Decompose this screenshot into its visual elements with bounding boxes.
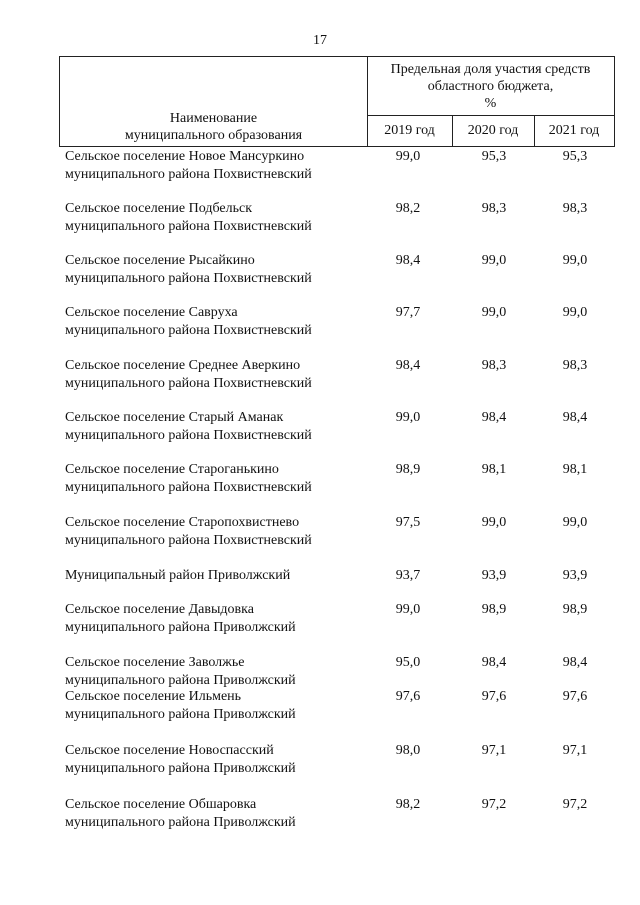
- value-2020: 93,9: [481, 568, 507, 583]
- budget-share-column-header: [367, 61, 614, 112]
- municipality-name: [65, 409, 365, 445]
- value-2019: 98,4: [395, 253, 421, 268]
- value-2021: 93,9: [562, 568, 588, 583]
- name-line: муниципального района Похвистневский: [65, 533, 312, 548]
- name-line: Сельское поселение Савруха: [65, 305, 238, 320]
- municipality-name: [65, 304, 365, 340]
- name-line: муниципального района Похвистневский: [65, 376, 312, 391]
- name-line: Сельское поселение Подбельск: [65, 201, 252, 216]
- header-line: Предельная доля участия средств: [390, 62, 591, 77]
- value-2021: 98,1: [562, 462, 588, 477]
- municipality-name: [65, 514, 365, 550]
- value-2019: 98,2: [395, 797, 421, 812]
- value-2019: 97,7: [395, 305, 421, 320]
- header-line: областного бюджета,: [427, 79, 554, 94]
- name-line: Сельское поселение Новоспасский: [65, 743, 274, 758]
- value-2019: 99,0: [395, 149, 421, 164]
- name-line: муниципального района Похвистневский: [65, 323, 312, 338]
- value-2021: 98,4: [562, 410, 588, 425]
- value-2020: 98,9: [481, 602, 507, 617]
- name-line: Сельское поселение Староганькино: [65, 462, 279, 477]
- value-2020: 98,4: [481, 655, 507, 670]
- name-line: Сельское поселение Обшаровка: [65, 797, 257, 812]
- name-line: Сельское поселение Старый Аманак: [65, 410, 284, 425]
- name-line: Сельское поселение Старопохвистнево: [65, 515, 300, 530]
- value-2021: 98,4: [562, 655, 588, 670]
- value-2021: 97,2: [562, 797, 588, 812]
- name-line: Сельское поселение Новое Мансуркино: [65, 149, 305, 164]
- value-2020: 97,6: [481, 689, 507, 704]
- name-line: муниципального района Приволжский: [65, 673, 296, 688]
- value-2020: 95,3: [481, 149, 507, 164]
- header-line: муниципального образования: [124, 128, 303, 143]
- municipality-name: [65, 601, 365, 637]
- name-line: Сельское поселение Давыдовка: [65, 602, 254, 617]
- value-2019: 98,9: [395, 462, 421, 477]
- header-line: Наименование: [169, 111, 258, 126]
- municipality-name: [65, 567, 365, 585]
- municipality-name: [65, 742, 365, 778]
- value-2021: 97,6: [562, 689, 588, 704]
- value-2019: 98,4: [395, 358, 421, 373]
- municipality-name: [65, 461, 365, 497]
- name-line: муниципального района Приволжский: [65, 761, 296, 776]
- name-line: муниципального района Приволжский: [65, 620, 296, 635]
- name-line: муниципального района Приволжский: [65, 815, 296, 830]
- value-2019: 95,0: [395, 655, 421, 670]
- value-2021: 97,1: [562, 743, 588, 758]
- value-2020: 97,2: [481, 797, 507, 812]
- year-header-2021: 2021 год: [548, 123, 600, 138]
- value-2020: 98,1: [481, 462, 507, 477]
- value-2020: 99,0: [481, 515, 507, 530]
- value-2019: 98,2: [395, 201, 421, 216]
- value-2020: 99,0: [481, 305, 507, 320]
- municipality-name: [65, 252, 365, 288]
- table-header: [59, 56, 615, 147]
- value-2021: 99,0: [562, 305, 588, 320]
- value-2020: 99,0: [481, 253, 507, 268]
- value-2019: 99,0: [395, 602, 421, 617]
- value-2019: 97,6: [395, 689, 421, 704]
- value-2020: 98,3: [481, 358, 507, 373]
- name-line: муниципального района Похвистневский: [65, 167, 312, 182]
- value-2021: 95,3: [562, 149, 588, 164]
- year-header-2019: 2019 год: [384, 123, 435, 138]
- page-number: 17: [313, 33, 327, 48]
- municipality-column-header: [60, 110, 367, 144]
- value-2019: 97,5: [395, 515, 421, 530]
- value-2021: 99,0: [562, 515, 588, 530]
- municipality-name: [65, 200, 365, 236]
- value-2020: 97,1: [481, 743, 507, 758]
- name-line: Сельское поселение Рысайкино: [65, 253, 255, 268]
- municipality-name: [65, 654, 365, 690]
- value-2021: 98,3: [562, 201, 588, 216]
- year-header-2020: 2020 год: [467, 123, 519, 138]
- name-line: муниципального района Похвистневский: [65, 428, 312, 443]
- name-line: Сельское поселение Среднее Аверкино: [65, 358, 301, 373]
- value-2021: 98,3: [562, 358, 588, 373]
- value-2019: 93,7: [395, 568, 421, 583]
- value-2021: 99,0: [562, 253, 588, 268]
- name-line: Сельское поселение Заволжье: [65, 655, 245, 670]
- value-2021: 98,9: [562, 602, 588, 617]
- municipality-name: [65, 148, 365, 184]
- name-line: Муниципальный район Приволжский: [65, 568, 291, 583]
- value-2020: 98,4: [481, 410, 507, 425]
- value-2019: 99,0: [395, 410, 421, 425]
- value-2020: 98,3: [481, 201, 507, 216]
- municipality-name: [65, 796, 365, 832]
- value-2019: 98,0: [395, 743, 421, 758]
- name-line: муниципального района Похвистневский: [65, 271, 312, 286]
- name-line: муниципального района Похвистневский: [65, 219, 312, 234]
- municipality-name: [65, 688, 365, 724]
- header-line: %: [484, 96, 497, 111]
- municipality-name: [65, 357, 365, 393]
- name-line: муниципального района Похвистневский: [65, 480, 312, 495]
- name-line: Сельское поселение Ильмень: [65, 689, 242, 704]
- name-line: муниципального района Приволжский: [65, 707, 296, 722]
